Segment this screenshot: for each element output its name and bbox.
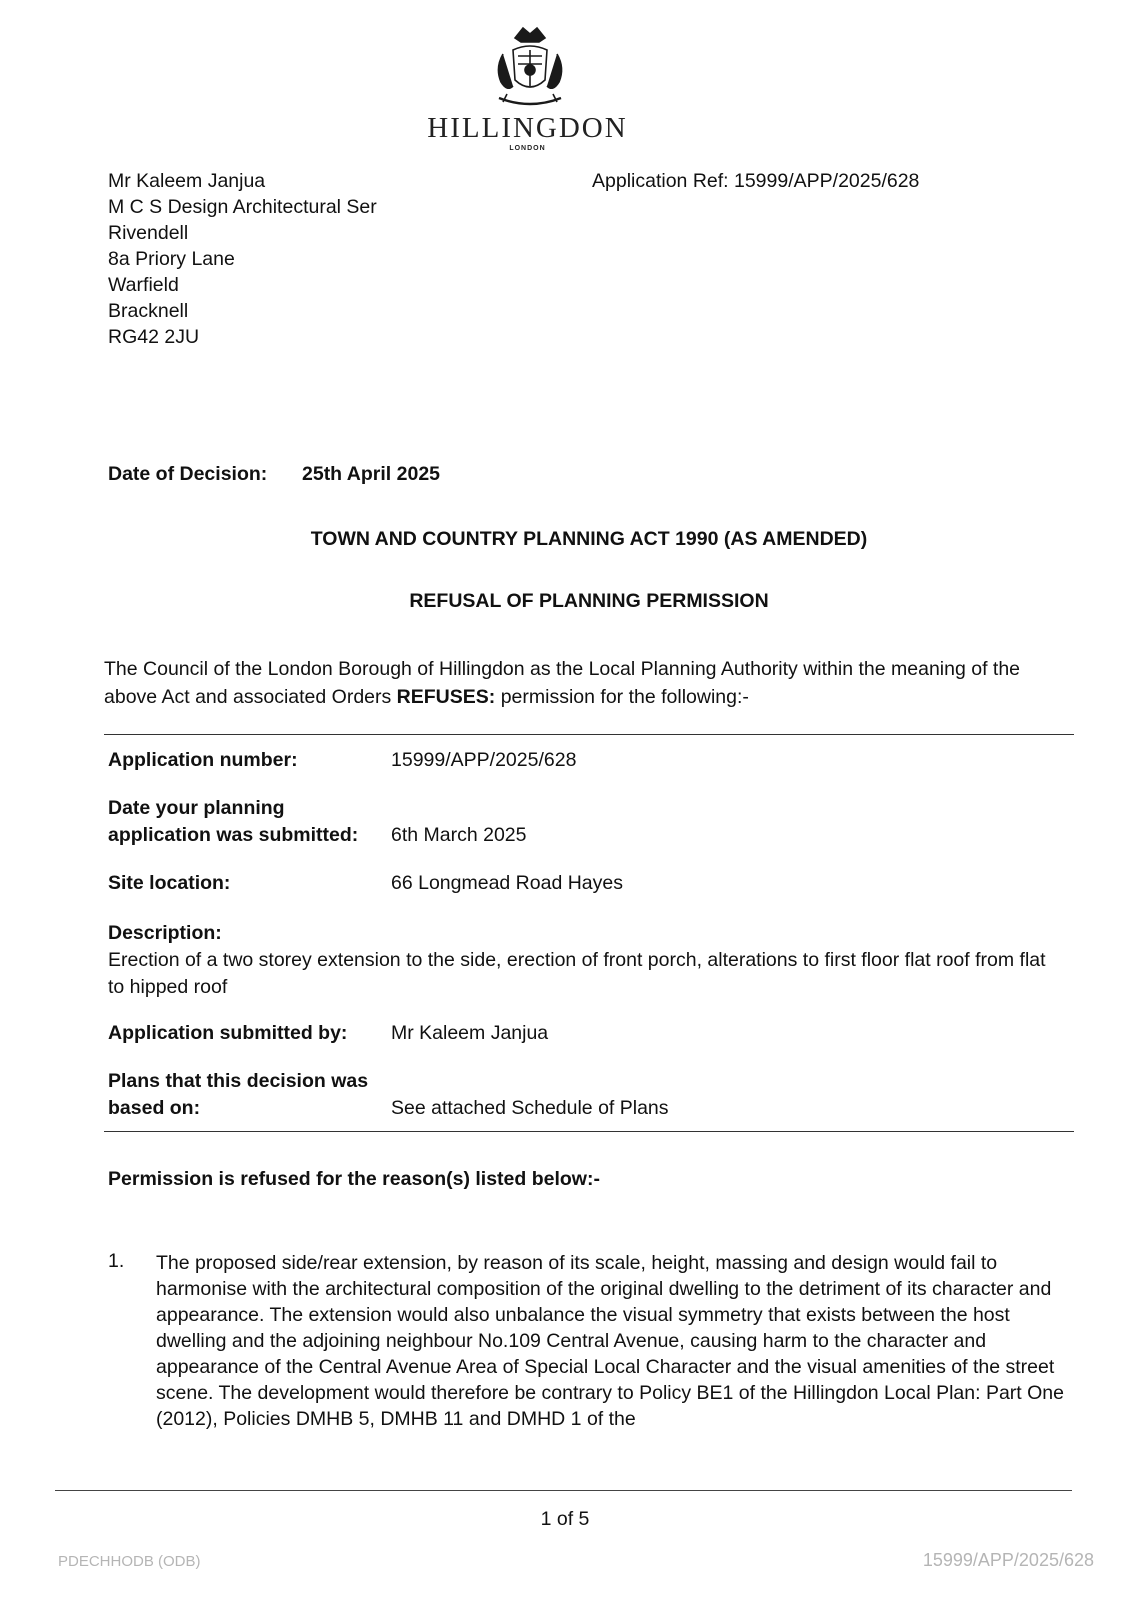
- intro-text-end: permission for the following:-: [495, 686, 749, 708]
- addressee-block: [108, 168, 377, 350]
- address-line: Mr Kaleem Janjua: [108, 170, 266, 192]
- reason-text: The proposed side/rear extension, by reason of its scale, height, massing and design would fail to harmonise with the architectural composition of the original dwelling to the detriment of its character and appearance. The extension would also unbalance the visual symmetry that exists between the host dwelling and the adjoining neighbour No.109 Central Avenue, causing harm to the character and appearance of the Central Avenue Area of Special Local Character and the visual amenities of the street scene. The development would therefore be contrary to Policy BE1 of the Hillingdon Local Plan: Part One (2012), Policies DMHB 5, DMHB 11 and DMHD 1 of the: [156, 1252, 1064, 1430]
- application-ref: Application Ref: 15999/APP/2025/628: [592, 170, 920, 192]
- page-number: 1 of 5: [540, 1508, 590, 1530]
- site-location-value: 66 Longmead Road Hayes: [391, 872, 623, 894]
- brand-sub: LONDON: [509, 145, 546, 152]
- decision-date-value: 25th April 2025: [302, 463, 441, 485]
- reason-number: 1.: [108, 1250, 125, 1272]
- footer-divider: [55, 1490, 1072, 1491]
- submitted-date-value: 6th March 2025: [391, 824, 527, 846]
- submitted-by-value: Mr Kaleem Janjua: [391, 1022, 549, 1044]
- submitted-date-label-line: application was submitted:: [108, 824, 359, 846]
- description-value: Erection of a two storey extension to the side, erection of front porch, alterations to first floor flat roof from flat to hipped roof: [108, 949, 1046, 998]
- decision-date-label: Date of Decision:: [108, 463, 268, 485]
- address-line: 8a Priory Lane: [108, 248, 235, 270]
- address-line: Warfield: [108, 274, 179, 296]
- footer-code: PDECHHODB (ODB): [58, 1553, 201, 1570]
- site-location-label: Site location:: [108, 872, 231, 894]
- address-line: Bracknell: [108, 300, 189, 322]
- council-crest-logo: [485, 20, 575, 116]
- intro-text: The Council of the London Borough of Hillingdon as the Local Planning Authority within the meaning of the above Act and associated Orders: [104, 658, 1021, 708]
- plans-value: See attached Schedule of Plans: [391, 1097, 669, 1119]
- address-line: RG42 2JU: [108, 326, 200, 348]
- intro-refuses: REFUSES:: [396, 686, 496, 708]
- brand-name: HILLINGDON: [427, 112, 628, 144]
- refusal-heading: REFUSAL OF PLANNING PERMISSION: [409, 590, 769, 612]
- divider: [104, 734, 1074, 735]
- intro-paragraph: [104, 655, 1064, 711]
- reasons-heading: Permission is refused for the reason(s) listed below:-: [108, 1168, 600, 1190]
- submitted-date-label-line: Date your planning: [108, 797, 285, 819]
- divider: [104, 1131, 1074, 1132]
- footer-reference: 15999/APP/2025/628: [922, 1550, 1094, 1570]
- description-label: Description:: [108, 922, 222, 944]
- application-number-label: Application number:: [108, 749, 298, 771]
- submitted-by-label: Application submitted by:: [108, 1022, 348, 1044]
- address-line: Rivendell: [108, 222, 189, 244]
- council-brand: [420, 113, 635, 152]
- plans-label-line: Plans that this decision was: [108, 1070, 369, 1092]
- address-line: M C S Design Architectural Ser: [108, 196, 377, 218]
- submitted-date-label: [108, 795, 358, 849]
- application-number-value: 15999/APP/2025/628: [391, 749, 577, 771]
- plans-label-line: based on:: [108, 1097, 201, 1119]
- plans-label: [108, 1068, 368, 1122]
- act-heading: TOWN AND COUNTRY PLANNING ACT 1990 (AS AMENDED): [310, 528, 868, 550]
